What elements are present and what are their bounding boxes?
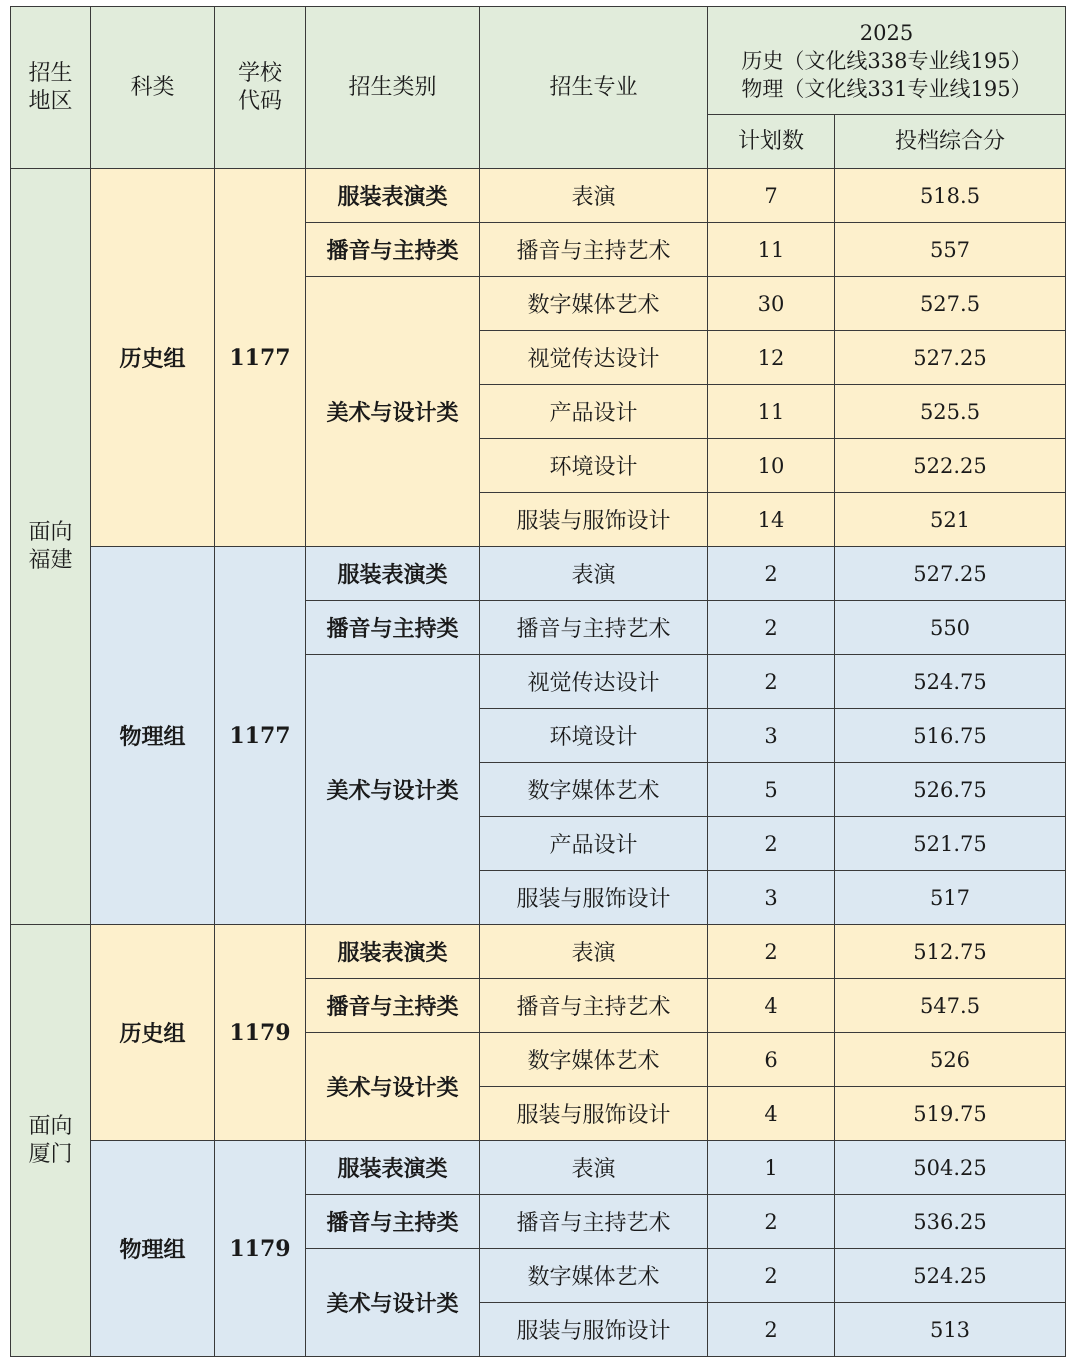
category-cell: 服装表演类 [306,925,480,979]
major-cell: 播音与主持艺术 [480,1195,708,1249]
plan-count-cell: 2 [708,925,835,979]
major-cell: 服装与服饰设计 [480,493,708,547]
school-code-cell: 1177 [215,547,306,925]
plan-count-cell: 3 [708,709,835,763]
category-cell: 播音与主持类 [306,601,480,655]
header-subject: 科类 [91,7,215,169]
category-cell: 服装表演类 [306,169,480,223]
subject-group-cell: 历史组 [91,169,215,547]
category-cell: 播音与主持类 [306,223,480,277]
region-cell: 面向厦门 [11,925,91,1357]
school-code-cell: 1177 [215,169,306,547]
score-cell: 557 [835,223,1066,277]
major-cell: 表演 [480,547,708,601]
major-cell: 播音与主持艺术 [480,979,708,1033]
score-cell: 521.75 [835,817,1066,871]
header-year-block [708,7,1066,115]
header-school-code: 学校代码 [215,7,306,169]
category-cell: 播音与主持类 [306,1195,480,1249]
major-cell: 数字媒体艺术 [480,763,708,817]
subject-group-cell: 物理组 [91,1141,215,1357]
score-cell: 521 [835,493,1066,547]
plan-count-cell: 5 [708,763,835,817]
score-cell: 519.75 [835,1087,1066,1141]
plan-count-cell: 2 [708,655,835,709]
plan-count-cell: 30 [708,277,835,331]
major-cell: 环境设计 [480,709,708,763]
plan-count-cell: 12 [708,331,835,385]
major-cell: 视觉传达设计 [480,655,708,709]
header-year: 2025 [859,20,914,45]
table-header [11,7,1066,169]
major-cell: 播音与主持艺术 [480,223,708,277]
major-cell: 数字媒体艺术 [480,1033,708,1087]
category-cell: 美术与设计类 [306,655,480,925]
major-cell: 数字媒体艺术 [480,277,708,331]
table-row [11,925,1066,979]
table-body [11,169,1066,1357]
score-cell: 547.5 [835,979,1066,1033]
score-cell: 504.25 [835,1141,1066,1195]
school-code-cell: 1179 [215,1141,306,1357]
plan-count-cell: 2 [708,601,835,655]
major-cell: 表演 [480,169,708,223]
plan-count-cell: 2 [708,1303,835,1357]
header-major: 招生专业 [480,7,708,169]
plan-count-cell: 11 [708,385,835,439]
score-cell: 516.75 [835,709,1066,763]
plan-count-cell: 10 [708,439,835,493]
score-cell: 527.25 [835,547,1066,601]
region-cell: 面向福建 [11,169,91,925]
major-cell: 产品设计 [480,385,708,439]
score-cell: 518.5 [835,169,1066,223]
plan-count-cell: 1 [708,1141,835,1195]
category-cell: 服装表演类 [306,1141,480,1195]
plan-count-cell: 4 [708,1087,835,1141]
subject-group-cell: 历史组 [91,925,215,1141]
school-code-cell: 1179 [215,925,306,1141]
header-physics-line: 物理（文化线331专业线195） [741,76,1032,101]
admission-table [10,6,1066,1357]
score-cell: 513 [835,1303,1066,1357]
plan-count-cell: 4 [708,979,835,1033]
score-cell: 522.25 [835,439,1066,493]
score-cell: 524.75 [835,655,1066,709]
category-cell: 美术与设计类 [306,1249,480,1357]
plan-count-cell: 11 [708,223,835,277]
score-cell: 526 [835,1033,1066,1087]
major-cell: 视觉传达设计 [480,331,708,385]
category-cell: 播音与主持类 [306,979,480,1033]
plan-count-cell: 3 [708,871,835,925]
header-plan-count: 计划数 [708,115,835,169]
plan-count-cell: 6 [708,1033,835,1087]
score-cell: 550 [835,601,1066,655]
major-cell: 服装与服饰设计 [480,1303,708,1357]
header-score: 投档综合分 [835,115,1066,169]
header-region: 招生地区 [11,7,91,169]
plan-count-cell: 14 [708,493,835,547]
plan-count-cell: 2 [708,1195,835,1249]
subject-group-cell: 物理组 [91,547,215,925]
major-cell: 环境设计 [480,439,708,493]
header-history-line: 历史（文化线338专业线195） [741,48,1032,73]
major-cell: 产品设计 [480,817,708,871]
category-cell: 美术与设计类 [306,277,480,547]
table-row [11,547,1066,601]
plan-count-cell: 2 [708,547,835,601]
score-cell: 536.25 [835,1195,1066,1249]
table-row [11,1141,1066,1195]
major-cell: 表演 [480,1141,708,1195]
score-cell: 526.75 [835,763,1066,817]
major-cell: 服装与服饰设计 [480,871,708,925]
score-cell: 524.25 [835,1249,1066,1303]
score-cell: 512.75 [835,925,1066,979]
category-cell: 美术与设计类 [306,1033,480,1141]
major-cell: 播音与主持艺术 [480,601,708,655]
plan-count-cell: 2 [708,817,835,871]
score-cell: 525.5 [835,385,1066,439]
major-cell: 服装与服饰设计 [480,1087,708,1141]
plan-count-cell: 2 [708,1249,835,1303]
major-cell: 表演 [480,925,708,979]
table-row [11,169,1066,223]
score-cell: 527.5 [835,277,1066,331]
major-cell: 数字媒体艺术 [480,1249,708,1303]
plan-count-cell: 7 [708,169,835,223]
category-cell: 服装表演类 [306,547,480,601]
header-category: 招生类别 [306,7,480,169]
score-cell: 527.25 [835,331,1066,385]
score-cell: 517 [835,871,1066,925]
